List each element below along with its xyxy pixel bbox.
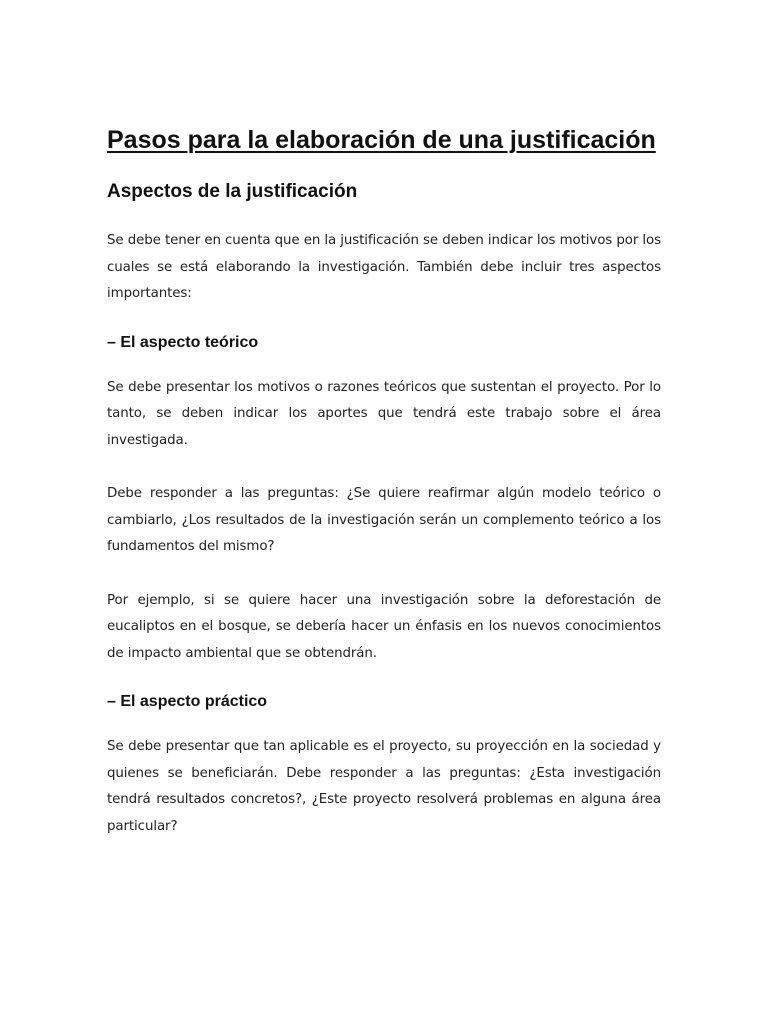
- document-body: [107, 117, 661, 840]
- intro-paragraph: Se debe tener en cuenta que en la justificación se deben indicar los motivos por los cuales se está elaborando la investigación. También debe incluir tres aspectos importantes:: [107, 233, 661, 301]
- teorico-paragraph-3: Por ejemplo, si se quiere hacer una investigación sobre la deforestación de eucaliptos en el bosque, se debería hacer un énfasis en los nuevos conocimientos de impacto ambiental que se obtendrán.: [107, 592, 661, 661]
- practico-paragraph-1: Se debe presentar que tan aplicable es el proyecto, su proyección en la sociedad y quienes se beneficiarán. Debe responder a las preguntas: ¿Esta investigación tendrá resultados concretos?, ¿Este proyecto resolverá problemas en alguna área particular?: [107, 739, 661, 834]
- section-heading-aspectos: Aspectos de la justificación: [107, 181, 358, 202]
- teorico-paragraph-1: Se debe presentar los motivos o razones teóricos que sustentan el proyecto. Por lo tanto, se deben indicar los aportes que tendrá este trabajo sobre el área investigada.: [107, 379, 661, 448]
- teorico-paragraph-2: Debe responder a las preguntas: ¿Se quiere reafirmar algún modelo teórico o cambiarlo, ¿Los resultados de la investigación serán un complemento teórico a los fundamentos del mismo?: [107, 486, 661, 554]
- document-title: Pasos para la elaboración de una justificación: [107, 126, 656, 154]
- subheading-aspecto-practico: – El aspecto práctico: [107, 693, 268, 710]
- subheading-aspecto-teorico: – El aspecto teórico: [107, 333, 259, 351]
